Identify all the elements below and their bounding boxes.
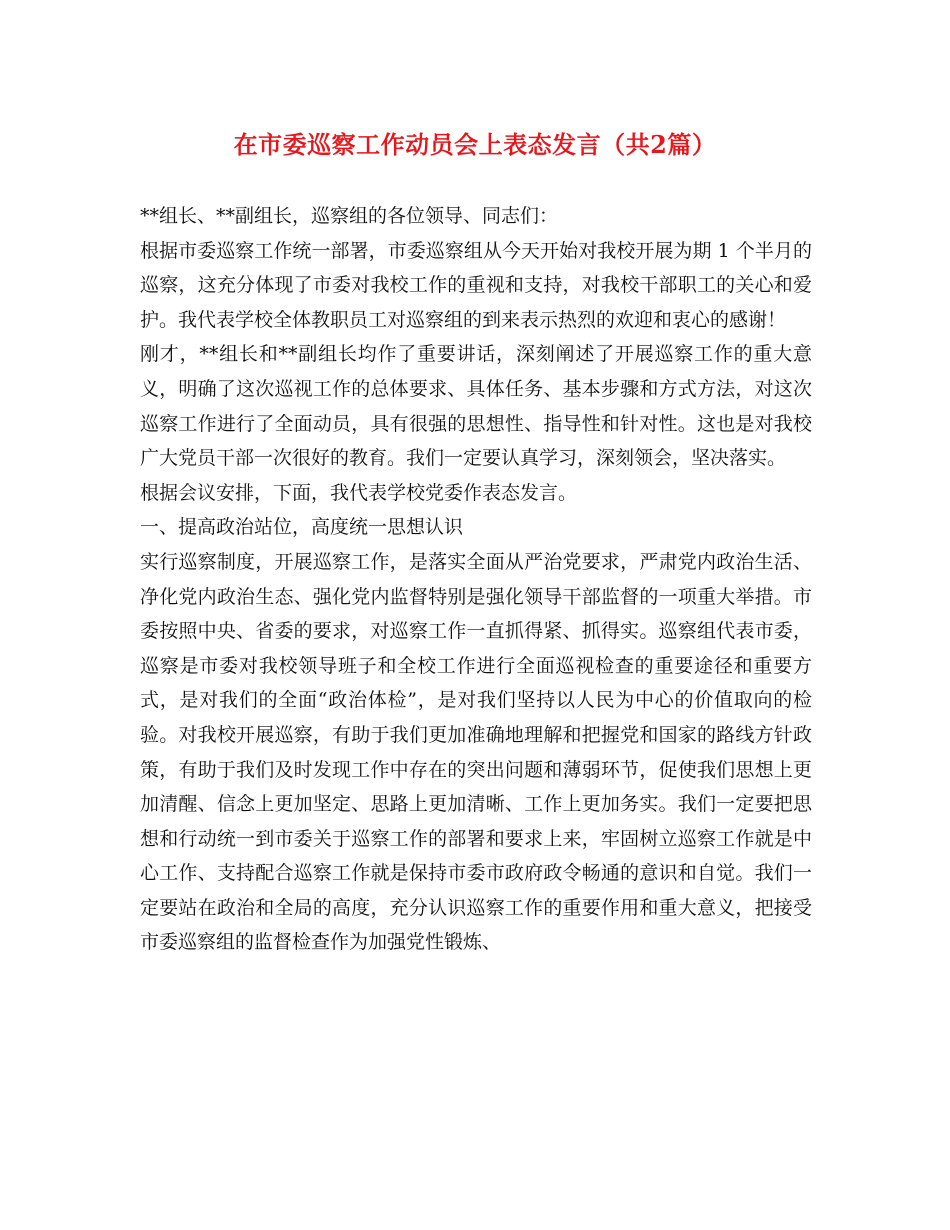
section-heading: 一、提高政治站位，高度统一思想认识: [140, 516, 464, 539]
salutation-paragraph: **组长、**副组长，巡察组的各位领导、同志们：: [140, 205, 559, 227]
body-paragraph: 实行巡察制度，开展巡察工作，是落实全面从严治党要求，严肃党内政治生活、净化党内政治生态、强化党内监督特别是强化领导干部监督的一项重大举措。市委按照中央、省委的要求，对巡察工作一直抓得紧、抓得实。巡察组代表市委，巡察是市委对我校领导班子和全校工作进行全面巡视检查的重要途径和重要方式，是对我们的全面“政治体检”，是对我们坚持以人民为中心的价值取向的检验。对我校开展巡察，有助于我们更加准确地理解和把握党和国家的路线方针政策，有助于我们及时发现工作中存在的突出问题和薄弱环节，促使我们思想上更加清醒、信念上更加坚定、思路上更加清晰、工作上更加务实。我们一定要把思想和行动统一到市委关于巡察工作的部署和要求上来，牢固树立巡察工作就是中心工作、支持配合巡察工作就是保持市委市政府政令畅通的意识和自觉。我们一定要站在政治和全局的高度，充分认识巡察工作的重要作用和重大意义，把接受市委巡察组的监督检查作为加强党性锻炼、: [140, 550, 812, 954]
body-paragraph: 根据市委巡察工作统一部署，市委巡察组从今天开始对我校开展为期 1 个半月的巡察，这充分体现了市委对我校工作的重视和支持，对我校干部职工的关心和爱护。我代表学校全体教职员工对巡察组的到来表示热烈的欢迎和衷心的感谢！: [140, 239, 812, 331]
body-paragraph: 刚才，**组长和**副组长均作了重要讲话，深刻阐述了开展巡察工作的重大意义，明确了这次巡视工作的总体要求、具体任务、基本步骤和方式方法，对这次巡察工作进行了全面动员，具有很强的思想性、指导性和针对性。这也是对我校广大党员干部一次很好的教育。我们一定要认真学习，深刻领会，坚决落实。: [140, 343, 812, 470]
body-paragraph: 根据会议安排，下面，我代表学校党委作表态发言。: [140, 481, 578, 504]
document-title: 在市委巡察工作动员会上表态发言（共2篇）: [233, 130, 717, 159]
document-body: [140, 199, 812, 960]
